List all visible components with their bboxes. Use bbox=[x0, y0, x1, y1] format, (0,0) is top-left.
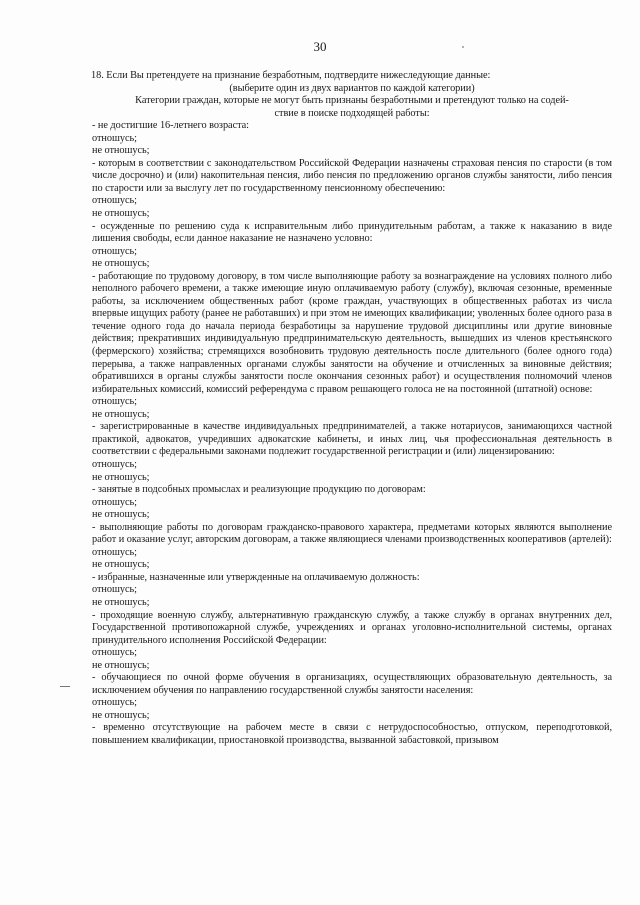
option-not-applies[interactable]: не отношусь; bbox=[92, 408, 150, 420]
option-applies[interactable]: отношусь; bbox=[92, 458, 137, 470]
category-block bbox=[92, 610, 612, 673]
option-not-applies[interactable]: не отношусь; bbox=[92, 659, 150, 671]
category-intro: Категории граждан, которые не могут быть признаны безработными и претендуют только на содей- bbox=[135, 95, 569, 107]
category-text: - которым в соответствии с законодательством Российской Федерации назначены страховая пенсия по старости (в том числе досрочно) и (или) накопительная пенсия, либо пенсия по предложению органов службы занятости, либо пенсия по старости или за выслугу лет по государственному пенсионному обеспечению: bbox=[92, 157, 612, 194]
category-text: - выполняющие работы по договорам гражданско-правового характера, предметами которых являются выполнение работ и оказание услуг, авторским договорам, а также являющиеся членами производственных кооперативов (артелей): bbox=[92, 521, 612, 546]
category-block bbox=[92, 120, 612, 158]
option-applies[interactable]: отношусь; bbox=[92, 697, 137, 709]
option-not-applies[interactable]: не отношусь; bbox=[92, 471, 150, 483]
category-block bbox=[92, 421, 612, 484]
category-block bbox=[92, 484, 612, 522]
option-applies[interactable]: отношусь; bbox=[92, 245, 137, 257]
option-not-applies[interactable]: не отношусь; bbox=[92, 509, 150, 521]
option-applies[interactable]: отношусь; bbox=[92, 132, 137, 144]
option-not-applies[interactable]: не отношусь; bbox=[92, 709, 150, 721]
option-applies[interactable]: отношусь; bbox=[92, 396, 137, 408]
option-not-applies[interactable]: не отношусь; bbox=[92, 145, 150, 157]
option-not-applies[interactable]: не отношусь; bbox=[92, 596, 150, 608]
option-not-applies[interactable]: не отношусь; bbox=[92, 208, 150, 220]
category-text: - обучающиеся по очной форме обучения в организациях, осуществляющих образовательную деятельность, за исключением обучения по направлению государственной службы занятости населения: bbox=[92, 672, 612, 696]
category-block bbox=[92, 672, 612, 722]
option-applies[interactable]: отношусь; bbox=[92, 647, 137, 659]
category-text: - не достигшие 16-летнего возраста: bbox=[92, 120, 249, 132]
category-text: - работающие по трудовому договору, в том числе выполняющие работу за вознаграждение на условиях полного либо неполного рабочего времени, а также имеющие иную оплачиваемую работу (службу), включая сезонные, временные работы, за исключением общественных работ (кроме граждан, участвующих в общественных работах из числа впервые ищущих работу (ранее не работавших) и при этом не имеющих квалификации; уволенных более одного раза в течение одного года до начала периода безработицы за нарушение трудовой дисциплины или другие виновные действия; прекративших индивидуальную предпринимательскую деятельность, вышедших из членов крестьянского (фермерского) хозяйства; стремящихся возобновить трудовую деятельность после длительного (более одного года) перерыва, а также направленных органами службы занятости на обучение и отчисленных за виновные действия; обратившихся в органы службы занятости после окончания сезонных работ) и осуществления полномочий членов избирательных комиссий, комиссий референдума с правом решающего голоса не на постоянной (штатной) основе: bbox=[92, 270, 612, 395]
option-applies[interactable]: отношусь; bbox=[92, 496, 137, 508]
category-text: - осужденные по решению суда к исправительным либо принудительным работам, а также к наказанию в виде лишения свободы, если данное наказание не назначено условно: bbox=[92, 220, 612, 245]
margin-mark bbox=[60, 686, 70, 687]
option-not-applies[interactable]: не отношусь; bbox=[92, 258, 150, 270]
category-intro-continued: ствие в поиске подходящей работы: bbox=[274, 107, 430, 119]
category-block bbox=[92, 522, 612, 572]
page-number: 30 bbox=[313, 39, 327, 54]
option-applies[interactable]: отношусь; bbox=[92, 195, 137, 207]
category-block bbox=[92, 572, 612, 610]
option-applies[interactable]: отношусь; bbox=[92, 546, 137, 558]
scan-speck bbox=[462, 46, 464, 48]
question-instruction: (выберите один из двух вариантов по каждой категории) bbox=[229, 82, 475, 94]
category-block bbox=[92, 271, 612, 422]
category-text-last: - временно отсутствующие на рабочем месте в связи с нетрудоспособностью, отпуском, переподготовкой, повышением квалификации, приостановкой производства, вызванной забастовкой, призывом bbox=[92, 722, 612, 746]
category-block bbox=[92, 158, 612, 221]
option-applies[interactable]: отношусь; bbox=[92, 584, 137, 596]
category-list bbox=[92, 120, 612, 722]
category-text: - избранные, назначенные или утвержденные на оплачиваемую должность: bbox=[92, 571, 420, 583]
category-text: - проходящие военную службу, альтернативную гражданскую службу, а также службу в органах внутренних дел, Государственной противопожарной службе, учреждениях и органах уголовно-исполнительной системы, органах принудительного исполнения Российской Федерации: bbox=[92, 609, 612, 646]
question-title: 18. Если Вы претендуете на признание безработным, подтвердите нижеследующие данные: bbox=[91, 70, 491, 81]
document-body bbox=[92, 70, 612, 748]
category-block bbox=[92, 221, 612, 271]
category-text: - занятые в подсобных промыслах и реализующие продукцию по договорам: bbox=[92, 484, 426, 496]
category-text: - зарегистрированные в качестве индивидуальных предпринимателей, а также нотариусов, занимающихся частной практикой, адвокатов, учредивших адвокатские кабинеты, и иных лиц, чья профессиональная деятельность в соответствии с федеральными законами подлежит государственной регистрации и (или) лицензированию: bbox=[92, 421, 612, 458]
option-not-applies[interactable]: не отношусь; bbox=[92, 559, 150, 571]
